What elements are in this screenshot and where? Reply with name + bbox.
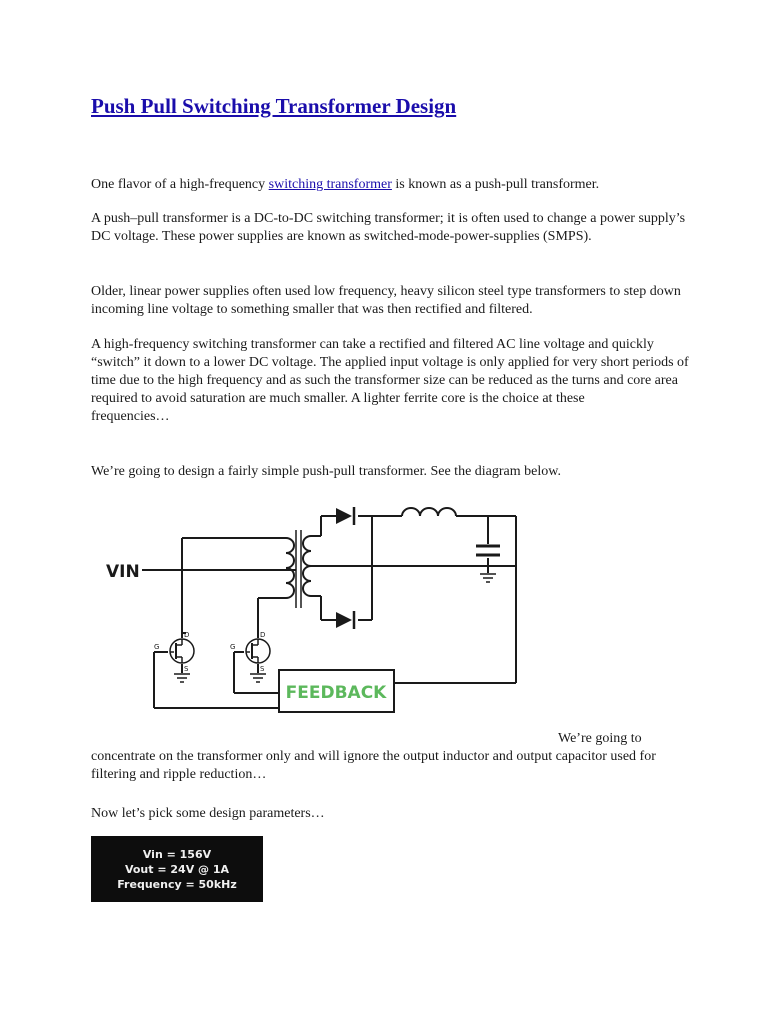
mosfet-right-gate-label: G — [230, 643, 236, 651]
param-frequency: Frequency = 50kHz — [117, 878, 237, 891]
switching-transformer-link[interactable]: switching transformer — [268, 177, 392, 192]
mosfet-right-drain-label: D — [260, 631, 266, 639]
mosfet-left-source-label: S — [184, 665, 189, 673]
paragraph-intro — [91, 176, 691, 194]
paragraph-design-parameters: Now let’s pick some design parameters… — [91, 806, 325, 821]
focus-text-first: We’re going to — [558, 731, 642, 746]
mosfet-left-drain-label: D — [184, 631, 190, 639]
high-frequency-text-tail: frequencies… — [91, 409, 170, 424]
secondary-coil — [303, 536, 311, 596]
design-parameters-image — [91, 836, 263, 902]
vin-label: VIN — [106, 562, 140, 582]
paragraph-design-intro: We’re going to design a fairly simple push-pull transformer. See the diagram below. — [91, 464, 561, 479]
page-title[interactable]: Push Pull Switching Transformer Design — [91, 94, 457, 118]
paragraph-focus-transformer — [91, 730, 691, 784]
mosfet-right — [246, 639, 270, 663]
focus-text-rest: concentrate on the transformer only and will ignore the output inductor and output capacitor used for filtering and ripple reduction… — [91, 749, 656, 782]
primary-coil — [286, 538, 294, 598]
mosfet-left — [170, 639, 194, 663]
param-vin: Vin = 156V — [142, 848, 212, 861]
param-vout: Vout = 24V @ 1A — [124, 863, 230, 876]
intro-text-after: is known as a push-pull transformer. — [391, 177, 600, 192]
bottom-diode — [336, 612, 352, 628]
mosfet-left-gate-label: G — [154, 643, 160, 651]
paragraph-high-frequency — [91, 336, 691, 426]
mosfet-right-source-label: S — [260, 665, 265, 673]
push-pull-circuit-diagram — [96, 498, 526, 728]
high-frequency-text: A high-frequency switching transformer can take a rectified and filtered AC line voltage and quickly “switch” it down to a lower DC voltage. The applied input voltage is only applied for very short periods of time due to the high frequency and as such the transformer size can be reduced as the turns and core area required to avoid saturation are much smaller. A lighter ferrite core is the choice at these — [91, 337, 689, 406]
paragraph-push-pull-definition: A push–pull transformer is a DC-to-DC switching transformer; it is often used to change a power supply’s DC voltage. These power supplies are known as switched-mode-power-supplies (SMPS). — [91, 211, 686, 244]
feedback-label: FEEDBACK — [285, 683, 387, 703]
ground-symbols — [174, 574, 496, 682]
top-diode — [336, 508, 352, 524]
output-inductor — [402, 508, 456, 516]
intro-text-before: One flavor of a high-frequency — [91, 177, 269, 192]
paragraph-linear-supplies: Older, linear power supplies often used low frequency, heavy silicon steel type transformers to step down incoming line voltage to something smaller that was then rectified and filtered. — [91, 284, 681, 317]
